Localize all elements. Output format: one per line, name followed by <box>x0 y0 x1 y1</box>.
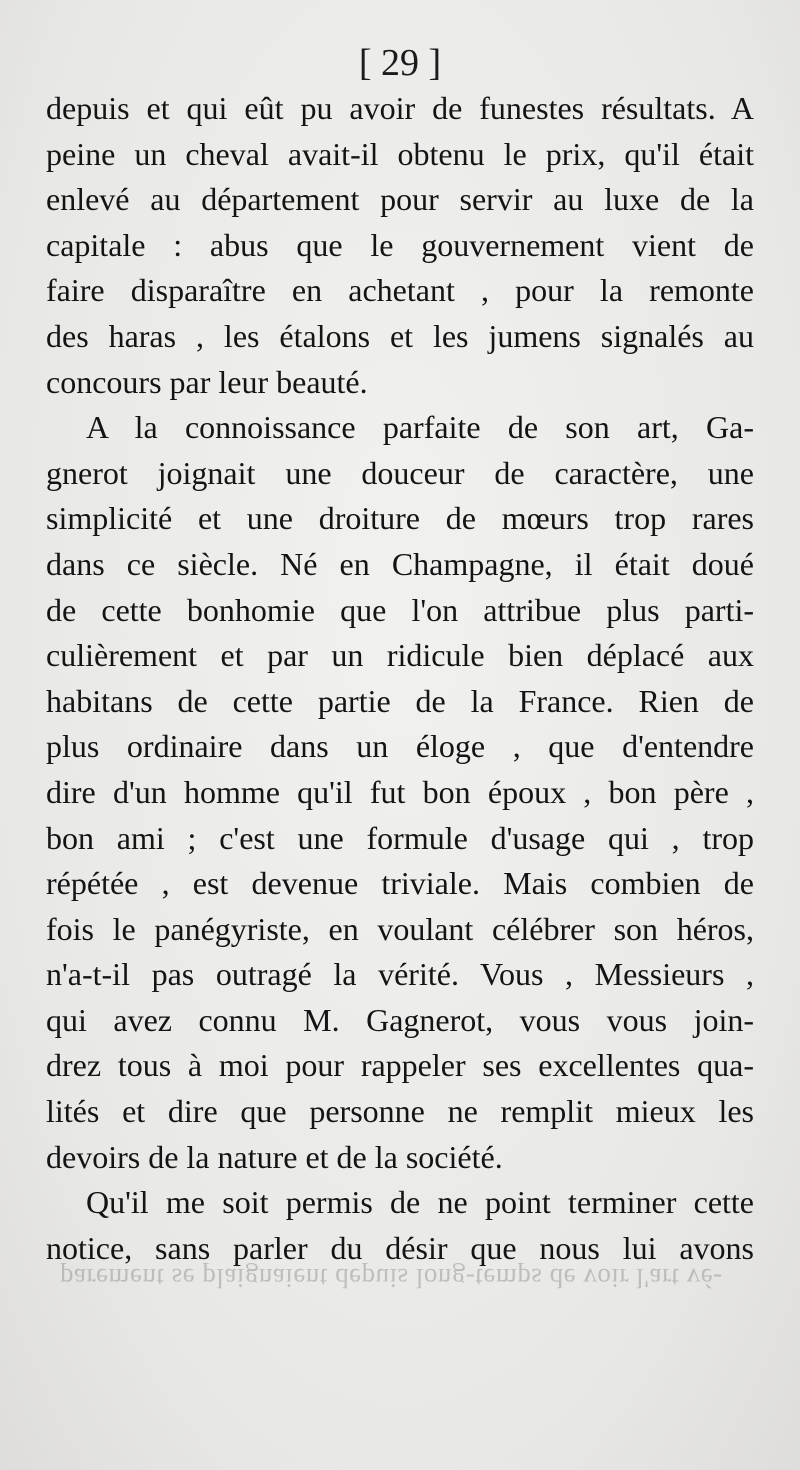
text-line-content: A la connoissance parfaite de son art, Ga- <box>86 409 754 446</box>
text-line <box>46 907 754 953</box>
text-line-content: répétée , est devenue triviale. Mais combien de <box>46 865 754 902</box>
text-line-content: habitans de cette partie de la France. Rien de <box>46 682 754 719</box>
text-line <box>46 132 754 178</box>
text-line <box>46 1226 754 1272</box>
text-line <box>46 724 754 770</box>
text-line <box>46 223 754 269</box>
text-line-content: drez tous à moi pour rappeler ses excellentes qua- <box>46 1047 754 1084</box>
text-line <box>46 496 754 542</box>
text-line-content: fois le panégyriste, en voulant célébrer son héros, <box>46 910 754 947</box>
text-line <box>46 360 754 406</box>
text-line-content: peine un cheval avait-il obtenu le prix, qu'il était <box>46 135 754 172</box>
text-line <box>46 998 754 1044</box>
text-line <box>46 86 754 132</box>
text-line-content: devoirs de la nature et de la société. <box>46 1138 503 1175</box>
text-line <box>46 1089 754 1135</box>
text-line-content: plus ordinaire dans un éloge , que d'entendre <box>46 728 754 765</box>
text-line-content: n'a-t-il pas outragé la vérité. Vous , Messieurs , <box>46 956 754 993</box>
text-line-content: gnerot joignait une douceur de caractère, une <box>46 454 754 491</box>
text-line-content: de cette bonhomie que l'on attribue plus parti- <box>46 591 754 628</box>
text-line-content: concours par leur beauté. <box>46 363 368 400</box>
text-line <box>46 816 754 862</box>
text-line-content: notice, sans parler du désir que nous lui avons <box>46 1229 754 1266</box>
text-line-content: dans ce siècle. Né en Champagne, il était doué <box>46 545 754 582</box>
bleed-through-text: parement se plaignaient depuis long-temps de voir l'art vé- <box>60 1263 723 1293</box>
text-line <box>46 451 754 497</box>
text-line-content: lités et dire que personne ne remplit mieux les <box>46 1093 754 1130</box>
text-line <box>46 1180 754 1226</box>
text-line-content: bon ami ; c'est une formule d'usage qui , trop <box>46 819 754 856</box>
text-line-content: simplicité et une droiture de mœurs trop rares <box>46 500 754 537</box>
text-line <box>46 314 754 360</box>
text-line <box>46 177 754 223</box>
text-line <box>46 542 754 588</box>
text-line <box>46 1043 754 1089</box>
text-line <box>46 1135 754 1181</box>
page-number: [ 29 ] <box>358 42 442 84</box>
text-line-content: depuis et qui eût pu avoir de funestes résultats. A <box>46 90 754 126</box>
text-line <box>46 770 754 816</box>
text-line <box>46 268 754 314</box>
text-line-content: capitale : abus que le gouvernement vient de <box>46 226 754 263</box>
body-text <box>46 86 754 1271</box>
text-line <box>46 861 754 907</box>
text-line-content: qui avez connu M. Gagnerot, vous vous join- <box>46 1001 754 1038</box>
text-line-content: dire d'un homme qu'il fut bon époux , bon père , <box>46 773 754 810</box>
text-line-content: Qu'il me soit permis de ne point terminer cette <box>86 1184 754 1221</box>
text-line <box>46 952 754 998</box>
text-line <box>46 679 754 725</box>
text-line-content: enlevé au département pour servir au luxe de la <box>46 181 754 218</box>
text-line-content: faire disparaître en achetant , pour la remonte <box>46 272 754 309</box>
text-line-content: des haras , les étalons et les jumens signalés au <box>46 317 754 354</box>
text-line <box>46 405 754 451</box>
text-line-content: culièrement et par un ridicule bien déplacé aux <box>46 637 754 674</box>
text-line <box>46 588 754 634</box>
text-line <box>46 633 754 679</box>
